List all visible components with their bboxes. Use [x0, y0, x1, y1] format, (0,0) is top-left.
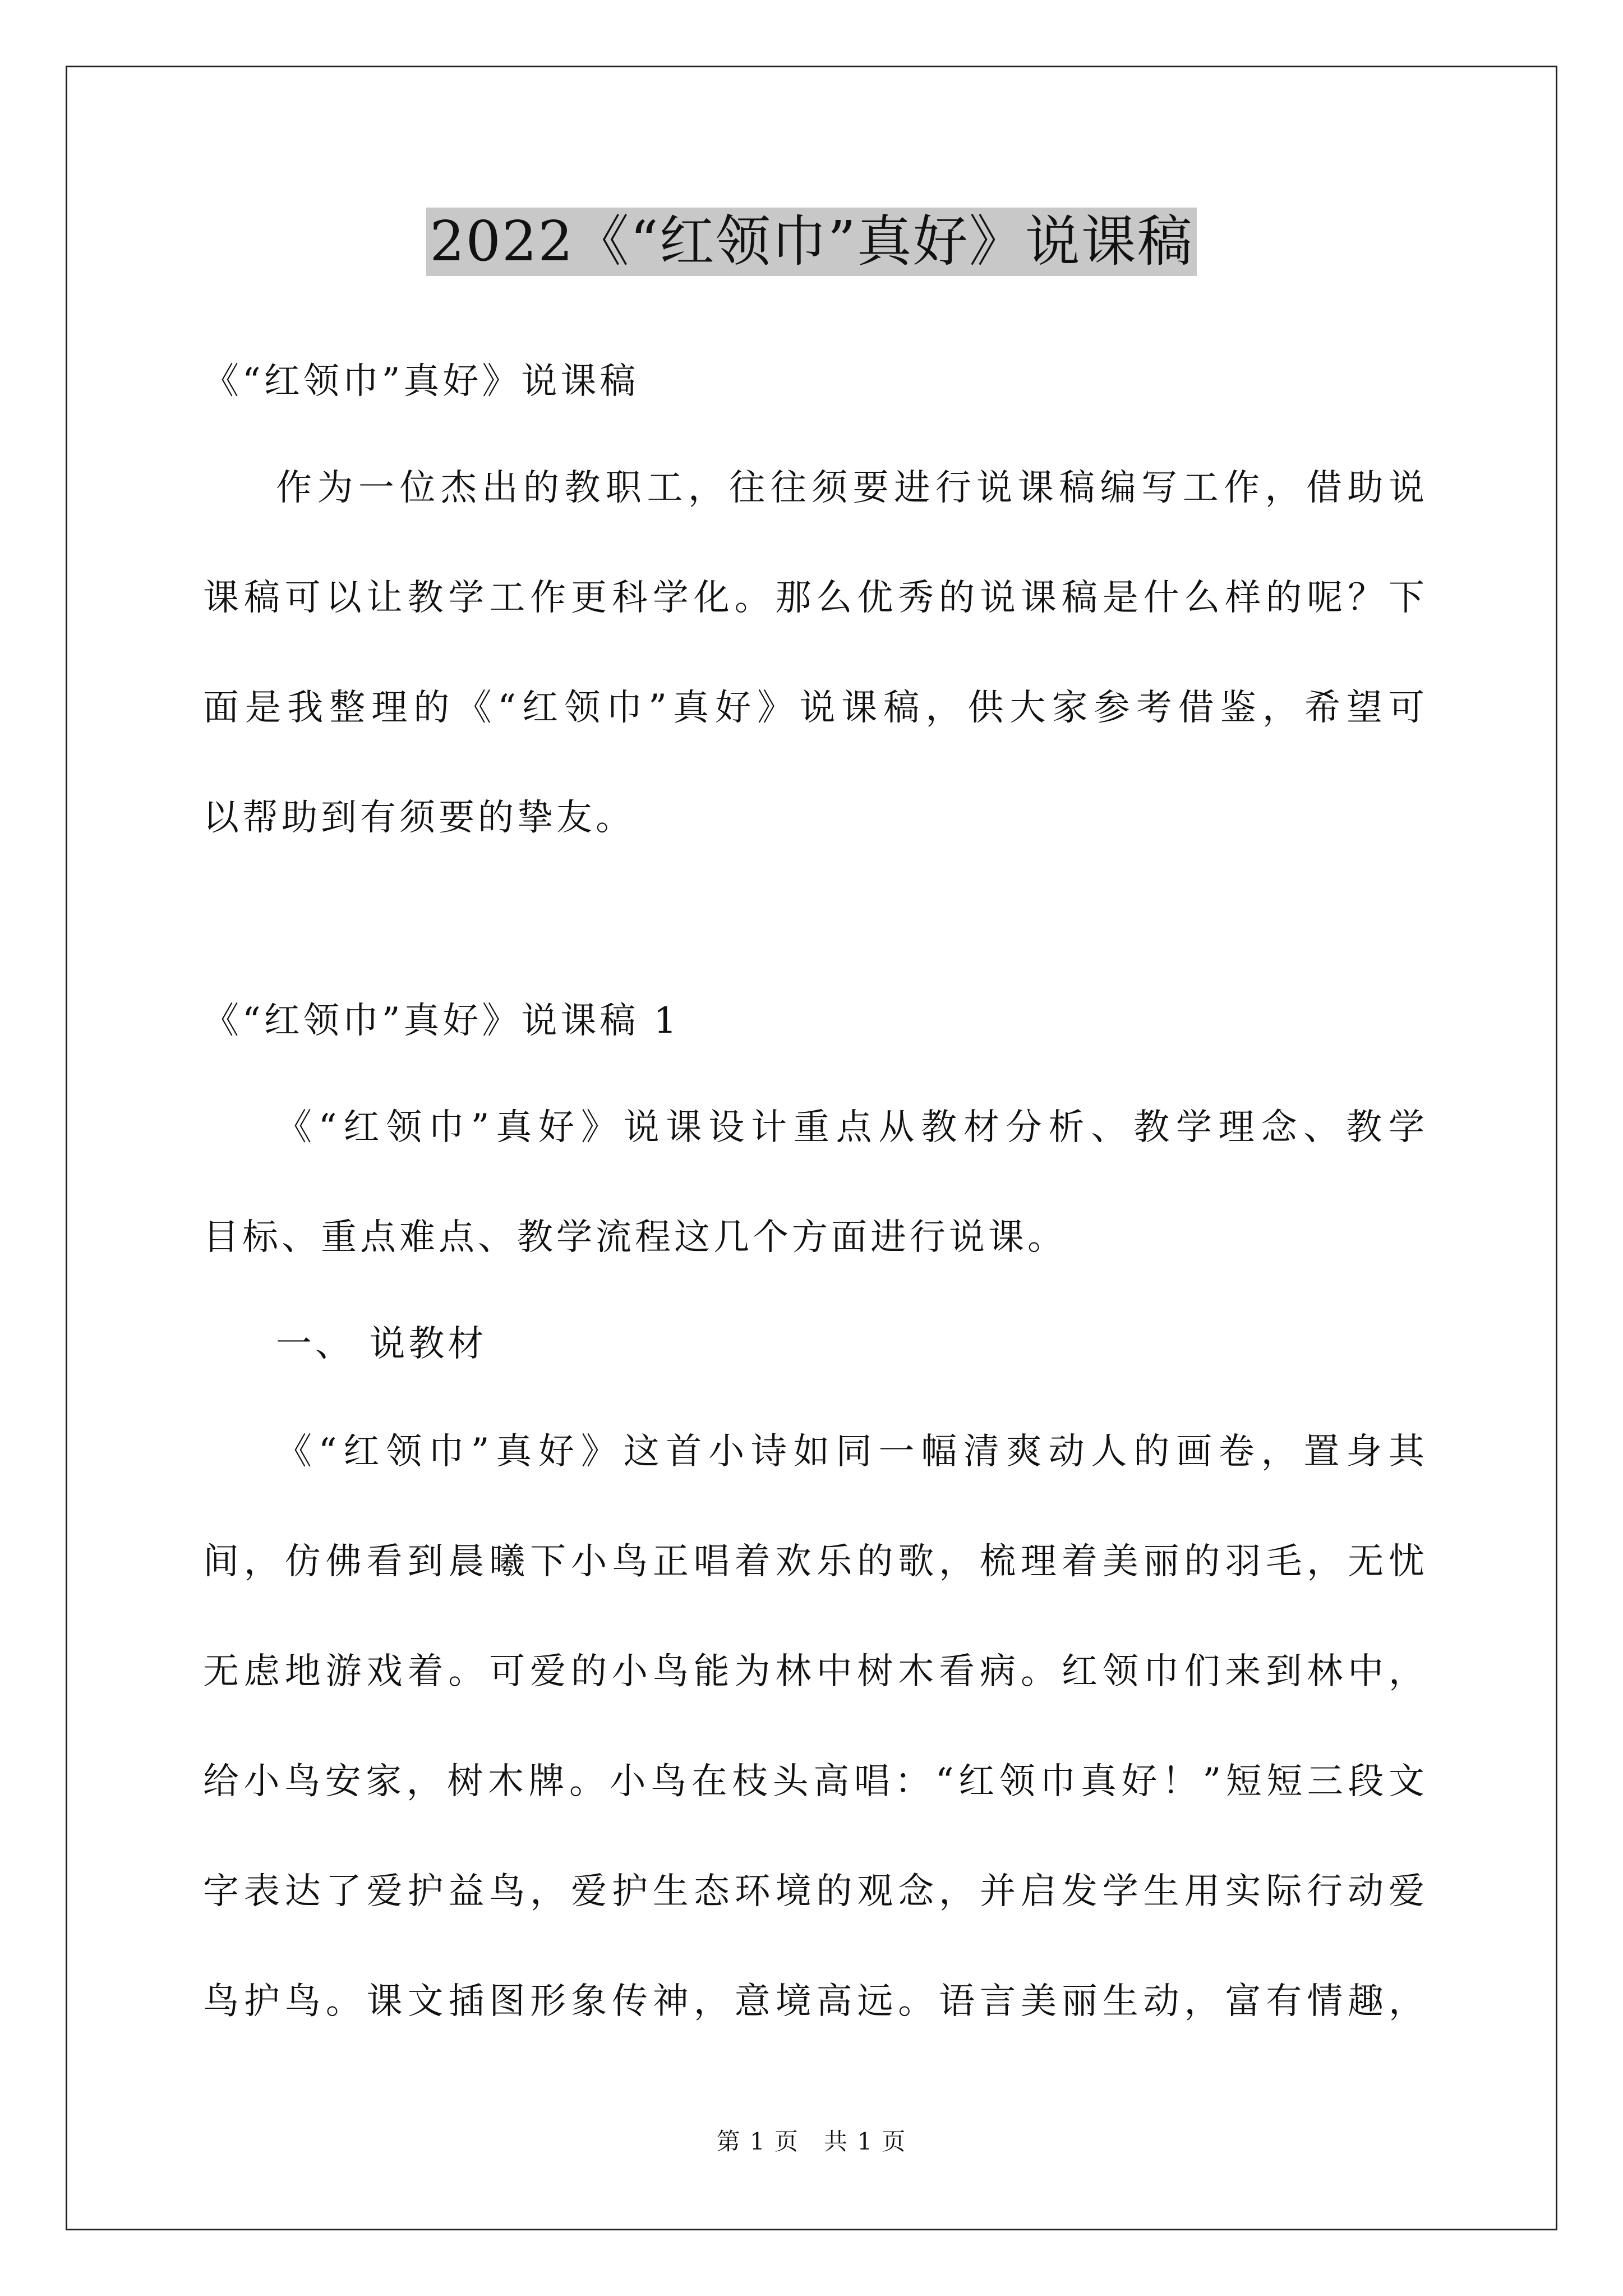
section-intro-line: 目标、重点难点、教学流程这几个方面进行说课。: [203, 1217, 1067, 1258]
intro-line: 面是我整理的《“红领巾”真好》说课稿，供大家参考借鉴，希望可: [203, 687, 1424, 729]
page-footer: 第 1 页 共 1 页: [716, 2128, 907, 2155]
part-one-heading: 一、 说教材: [276, 1323, 487, 1365]
paragraph-line: 《“红领巾”真好》这首小诗如同一幅清爽动人的画卷，置身其: [276, 1431, 1424, 1473]
paragraph-line: 给小鸟安家，树木牌。小鸟在枝头高唱：“红领巾真好！”短短三段文: [203, 1761, 1424, 1802]
document-title-text: 2022《“红领巾”真好》说课稿: [426, 208, 1197, 276]
document-title: [0, 205, 1623, 278]
paragraph-line: 鸟护鸟。课文插图形象传神，意境高远。语言美丽生动，富有情趣，: [203, 1981, 1424, 2022]
section-intro-line: 《“红领巾”真好》说课设计重点从教材分析、教学理念、教学: [276, 1107, 1424, 1148]
paragraph-line: 无虑地游戏着。可爱的小鸟能为林中树木看病。红领巾们来到林中，: [203, 1651, 1424, 1692]
paragraph-line: 间，仿佛看到晨曦下小鸟正唱着欢乐的歌，梳理着美丽的羽毛，无忧: [203, 1541, 1424, 1582]
intro-line: 课稿可以让教学工作更科学化。那么优秀的说课稿是什么样的呢？下: [203, 577, 1424, 619]
section-heading: 《“红领巾”真好》说课稿 1: [203, 1000, 680, 1042]
intro-line: 作为一位杰出的教职工，往往须要进行说课稿编写工作，借助说: [276, 467, 1424, 509]
intro-line: 以帮助到有须要的挚友。: [203, 797, 635, 839]
document-subtitle: 《“红领巾”真好》说课稿: [203, 361, 639, 402]
paragraph-line: 字表达了爱护益鸟，爱护生态环境的观念，并启发学生用实际行动爱: [203, 1871, 1424, 1912]
